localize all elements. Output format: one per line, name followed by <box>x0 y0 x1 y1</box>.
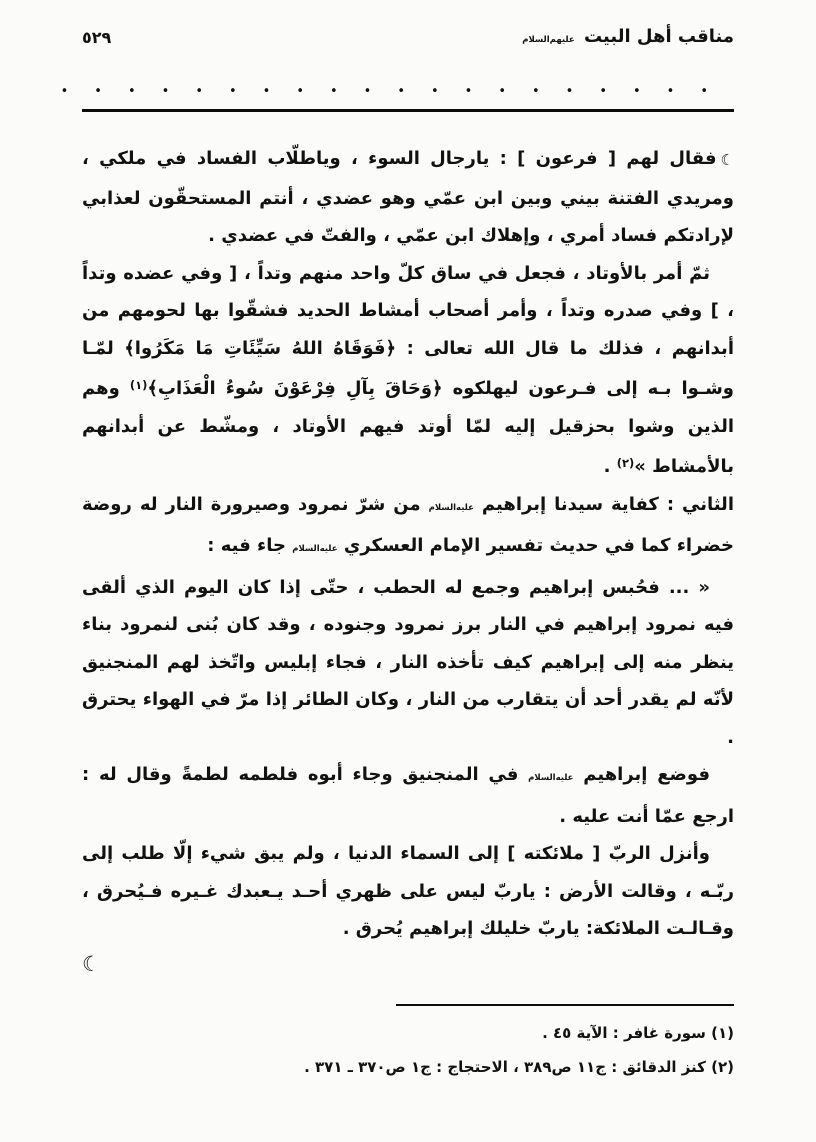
body-text-run: « ... فحُبس إبراهيم وجمع له الحطب ، حتّى إذا كان اليوم الذي ألقى فيه نمرود إبراهيم في النار برز نمرود وجنوده ، وقد كان بُنى لنمرود بناء ينظر منه إلى إبراهيم كيف تأخذه النار ، فجاء إبليس واتّخذ لهم المنجنيق لأنّه لم يقدر أحد أن يتقارب من النار ، وكان الطائر إذا مرّ في الهواء يحترق . <box>82 576 734 748</box>
body-text-run: لمّـا وشـوا بـه إلى فـرعون ليهلكوه <box>82 337 734 399</box>
body-text-run: . <box>603 456 617 477</box>
body-text-run: من شرّ نمرود وصيرورة النار له روضة خضراء كما في حديث تفسير الإمام العسكري <box>82 493 734 556</box>
continued-from-previous-marker: ☾ <box>720 151 734 169</box>
honorific-symbol: عليه‌السلام <box>292 544 338 554</box>
quran-verse: ﴿فَوَقَاهُ اللهُ سَيِّئَاتِ مَا مَكَرُوا﴾ <box>124 337 397 359</box>
honorific-symbol: عليه‌السلام <box>528 773 574 783</box>
paragraph-catapult <box>82 756 734 835</box>
footnote-item: (١) سورة غافر : الآية ٤٥ . <box>542 1023 734 1042</box>
paragraph-torture-and-verse <box>82 255 734 486</box>
body-text-run: في المنجنيق وجاء أبوه فلطمه لطمةً وقال له : ارجع عمّا أنت عليه . <box>82 764 734 827</box>
body-text-run: فوضع إبراهيم <box>573 764 710 785</box>
body-text-run: جاء فيه : <box>207 535 293 556</box>
running-head-title <box>522 26 734 47</box>
continues-next-page-marker: ☾ <box>82 951 101 976</box>
body-text-run: وأنزل الربّ [ ملائكته ] إلى السماء الدنيا ، ولم يبق شيء إلّا طلب إلى ربّـه ، وقالت الأرض : ياربّ ليس على ظهري أحـد يـعبدك غـيره فـيُحرق ، وقـالـت الملائكة: ياربّ خليلك إبراهيم يُحرق . <box>82 843 734 939</box>
body-text-run: ثمّ أمر بالأوتاد ، فجعل في ساق كلّ واحد منهم وتداً ، [ وفي عضده وتداً ، ] وفي صدره وتداً ، وأمر أصحاب أمشاط الحديد فشقّوا بها لحومهم من أبدانهم ، فذلك ما قال الله تعالى : <box>82 262 734 359</box>
paragraph-pharaoh-speech <box>82 140 734 255</box>
body-text <box>82 140 734 948</box>
body-text-run: فقال لهم [ فرعون ] : يارجال السوء ، وياطلّاب الفساد في ملكي ، ومريدي الفتنة بيني وبين ابن عمّي وهو عضدي ، أنتم المستحقّون لعذابي لإرادتكم فساد أمري ، وإهلاك ابن عمّي ، والفتّ في عضدي . <box>82 148 734 246</box>
footnotes-list <box>82 1016 734 1084</box>
body-text-run: الثاني : كفاية سيدنا إبراهيم <box>473 493 734 515</box>
footnote-reference: (١) <box>129 378 148 392</box>
quran-verse: ﴿وَحَاقَ بِآلِ فِرْعَوْنَ سُوءُ الْعَذَابِ﴾ <box>147 378 443 399</box>
body-text-run: وهم الذين وشوا بحزقيل إليه لمّا أوتد فيهم الأوتاد ، ومشّط عن أبدانهم بالأمشاط » <box>82 378 734 477</box>
page-number: ٥٢٩ <box>82 28 112 47</box>
honorific-symbol: عليهم‌السلام <box>522 35 575 45</box>
footnote-reference: (٢) <box>616 456 635 470</box>
paragraph-hadith-fire-story <box>82 569 734 757</box>
ellipsis-dots-row: •••••••••••••••••••• <box>60 84 734 99</box>
honorific-symbol: عليه‌السلام <box>428 502 474 513</box>
footnote-item: (٢) كنز الدقائق : ج١١ ص٣٨٩ ، الاحتجاج : ج١ ص٣٧٠ ـ ٣٧١ . <box>304 1057 734 1076</box>
book-title: مناقب أهل البيت <box>583 26 734 47</box>
header-rule <box>82 109 734 112</box>
page-header <box>82 26 734 47</box>
paragraph-angels-plea <box>82 835 734 948</box>
footnote-separator <box>396 1004 734 1006</box>
paragraph-second-point-ibrahim <box>82 486 734 569</box>
